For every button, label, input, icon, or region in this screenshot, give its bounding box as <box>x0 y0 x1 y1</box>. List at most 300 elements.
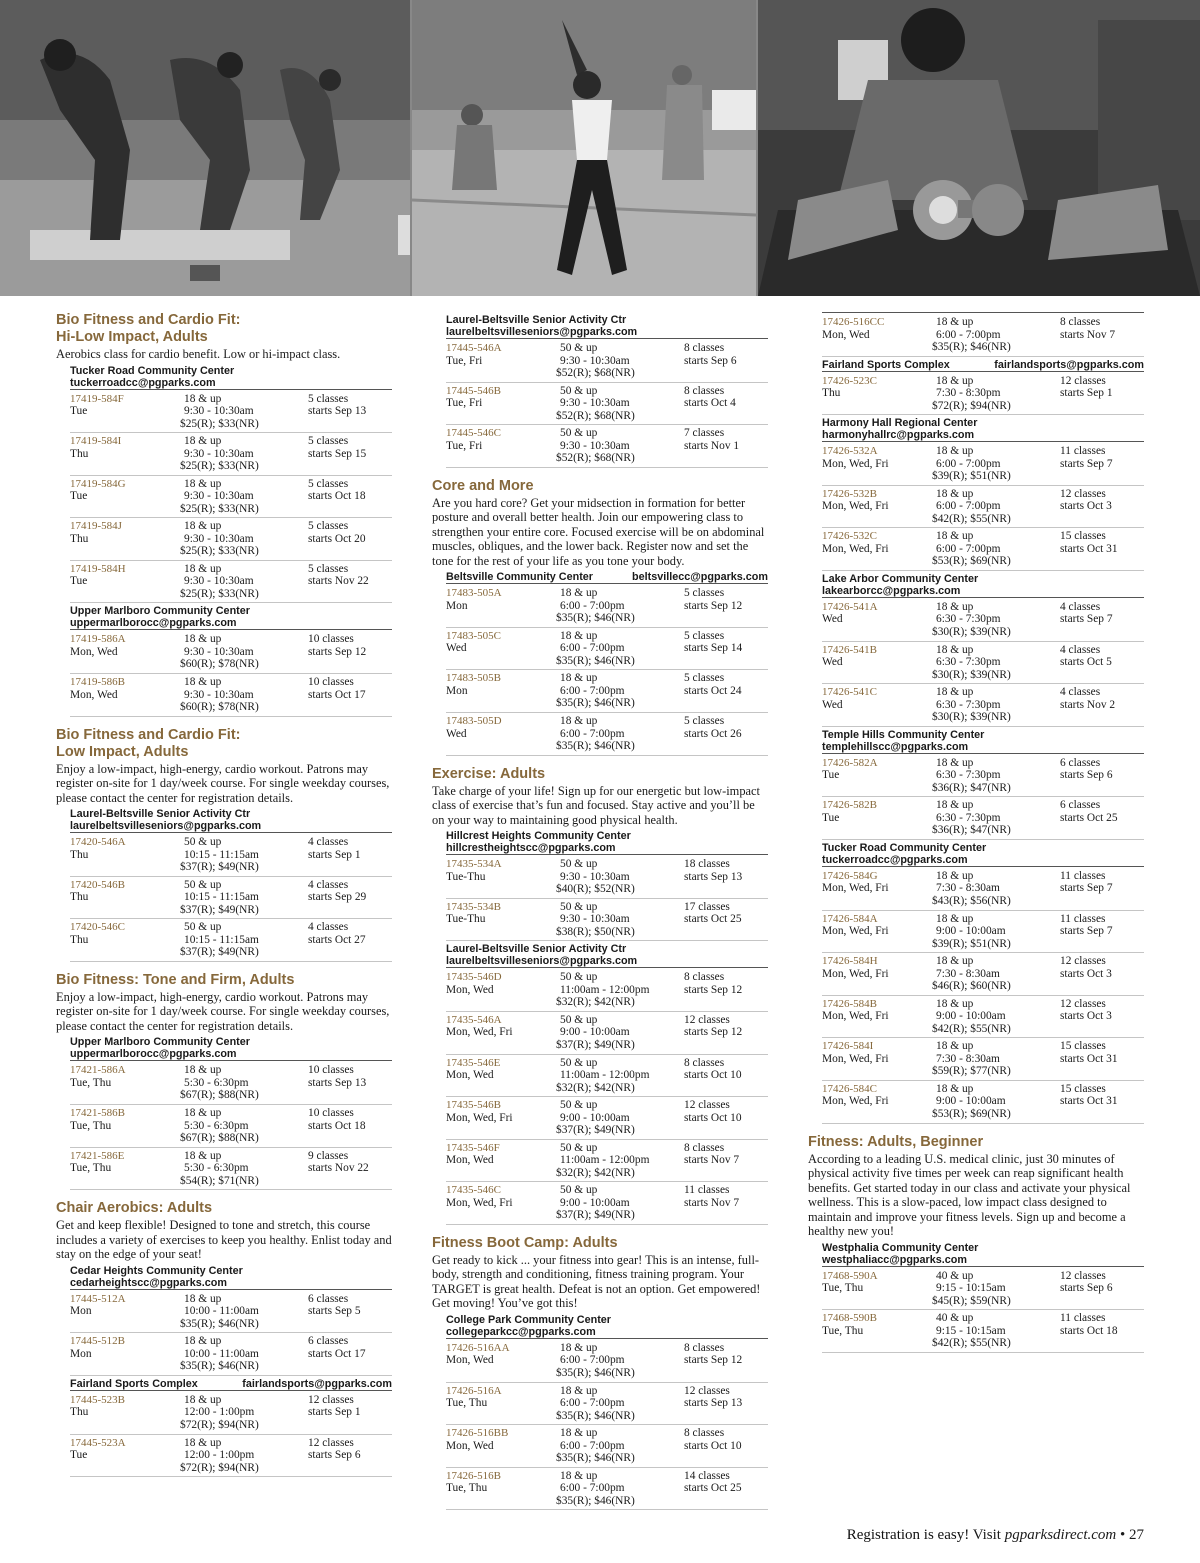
course-age: 18 & up <box>936 955 974 968</box>
course-days: Thu <box>822 387 841 400</box>
section-title: Core and More <box>432 477 534 494</box>
course-count: 12 classes <box>684 1099 730 1112</box>
center-email[interactable]: uppermarlborocc@pgparks.com <box>70 1048 237 1061</box>
course-age: 18 & up <box>184 633 222 646</box>
course-age: 18 & up <box>184 1436 222 1449</box>
course-count: 5 classes <box>308 435 349 448</box>
course-count: 6 classes <box>308 1292 349 1305</box>
course-row <box>70 518 392 561</box>
course-time: 9:30 - 10:30am <box>560 439 630 452</box>
course-code[interactable]: 17426-516B <box>446 1469 501 1482</box>
center-divider <box>446 583 768 584</box>
course-count: 5 classes <box>684 715 725 728</box>
course-code[interactable]: 17426-584B <box>822 997 877 1010</box>
course-code[interactable]: 17483-505B <box>446 672 501 685</box>
section-title: Bio Fitness and Cardio Fit: <box>56 312 241 328</box>
class-section <box>432 314 768 468</box>
course-count: 4 classes <box>308 836 349 849</box>
course-fee: $52(R); $68(NR) <box>556 452 635 465</box>
course-count: 15 classes <box>1060 530 1106 543</box>
course-start: starts Sep 13 <box>308 405 367 417</box>
course-time: 6:00 - 7:00pm <box>936 328 1001 341</box>
course-days: Tue, Thu <box>70 1076 112 1089</box>
course-time: 9:30 - 10:30am <box>560 354 630 367</box>
course-row <box>70 391 392 434</box>
course-code[interactable]: 17426-584G <box>822 869 878 882</box>
course-code[interactable]: 17468-590B <box>822 1312 877 1325</box>
course-fee: $45(R); $59(NR) <box>932 1294 1011 1307</box>
course-code[interactable]: 17426-582A <box>822 756 878 769</box>
course-days: Mon, Wed, Fri <box>822 882 889 895</box>
course-time: 10:00 - 11:00am <box>184 1347 259 1360</box>
course-age: 18 & up <box>560 1384 598 1397</box>
course-row <box>70 674 392 717</box>
course-count: 9 classes <box>308 1149 349 1162</box>
course-count: 4 classes <box>1060 686 1101 699</box>
course-row <box>822 599 1144 642</box>
center-email[interactable]: laurelbeltsvilleseniors@pgparks.com <box>446 326 638 338</box>
course-code[interactable]: 17435-534B <box>446 900 501 913</box>
course-code[interactable]: 17419-584H <box>70 562 126 575</box>
course-start: starts Sep 6 <box>1060 1282 1113 1294</box>
course-count: 12 classes <box>1060 374 1106 387</box>
course-code[interactable]: 17426-541C <box>822 686 877 699</box>
class-section <box>808 312 1144 1124</box>
course-fee: $53(R); $69(NR) <box>932 1107 1011 1120</box>
course-days: Tue <box>70 575 88 588</box>
course-code[interactable]: 17445-546A <box>446 342 502 354</box>
center-header <box>822 842 1144 866</box>
course-row <box>446 1383 768 1426</box>
course-time: 6:00 - 7:00pm <box>560 684 625 697</box>
course-code[interactable]: 17426-541A <box>822 600 878 613</box>
center-email[interactable]: westphaliacc@pgparks.com <box>822 1253 967 1266</box>
course-age: 50 & up <box>560 1013 598 1026</box>
course-age: 18 & up <box>560 715 598 728</box>
course-start: starts Sep 7 <box>1060 613 1113 626</box>
course-start: starts Sep 12 <box>684 1354 743 1367</box>
course-code[interactable]: 17435-534A <box>446 858 502 871</box>
course-time: 6:00 - 7:00pm <box>560 1482 625 1495</box>
course-row <box>70 1333 392 1376</box>
center-email[interactable]: lakearborcc@pgparks.com <box>822 584 961 597</box>
course-code[interactable]: 17483-505A <box>446 587 502 600</box>
center-header <box>446 571 768 583</box>
course-fee: $35(R); $46(NR) <box>556 1452 635 1465</box>
course-count: 15 classes <box>1060 1082 1106 1095</box>
course-start: starts Sep 12 <box>684 1026 743 1039</box>
course-days: Tue, Fri <box>446 354 483 367</box>
course-row <box>446 1055 768 1098</box>
course-count: 8 classes <box>684 971 725 984</box>
center-email[interactable]: cedarheightscc@pgparks.com <box>70 1276 227 1289</box>
course-code[interactable]: 17426-532A <box>822 445 878 458</box>
course-start: starts Sep 15 <box>308 447 367 460</box>
course-code[interactable]: 17420-546C <box>70 921 125 934</box>
course-fee: $39(R); $51(NR) <box>932 470 1011 483</box>
center-divider <box>70 1060 392 1061</box>
course-code[interactable]: 17426-584C <box>822 1082 877 1095</box>
course-age: 18 & up <box>936 799 974 812</box>
course-code[interactable]: 17426-516CC <box>822 316 885 328</box>
course-fee: $53(R); $69(NR) <box>932 555 1011 568</box>
course-code[interactable]: 17445-546B <box>446 384 501 397</box>
course-time: 6:00 - 7:00pm <box>936 457 1001 470</box>
course-age: 50 & up <box>560 971 598 984</box>
course-code[interactable]: 17426-584H <box>822 955 878 968</box>
course-start: starts Oct 17 <box>308 688 366 701</box>
course-count: 11 classes <box>1060 445 1106 458</box>
course-age: 18 & up <box>184 1335 222 1348</box>
course-row <box>70 834 392 877</box>
course-code[interactable]: 17483-505C <box>446 629 501 642</box>
course-age: 50 & up <box>560 858 598 871</box>
course-code[interactable]: 17426-532C <box>822 530 877 543</box>
course-row <box>822 911 1144 954</box>
course-fee: $32(R); $42(NR) <box>556 1081 635 1094</box>
course-code[interactable]: 17426-532B <box>822 487 877 500</box>
course-start: starts Oct 17 <box>308 1347 366 1360</box>
course-code[interactable]: 17435-546C <box>446 1184 501 1197</box>
course-code[interactable]: 17419-586B <box>70 676 125 689</box>
center-header <box>822 417 1144 441</box>
course-start: starts Oct 27 <box>308 933 366 946</box>
course-days: Mon, Wed <box>446 1439 494 1452</box>
course-row <box>70 433 392 476</box>
course-time: 6:00 - 7:00pm <box>936 500 1001 513</box>
course-code[interactable]: 17483-505D <box>446 715 502 728</box>
center-email[interactable]: templehillscc@pgparks.com <box>822 740 969 753</box>
course-fee: $30(R); $39(NR) <box>932 668 1011 681</box>
course-code[interactable]: 17419-584J <box>70 520 122 533</box>
course-fee: $35(R); $46(NR) <box>556 654 635 667</box>
center-name: Laurel-Beltsville Senior Activity Ctr <box>446 943 627 956</box>
course-age: 50 & up <box>560 1141 598 1154</box>
course-time: 9:15 - 10:15am <box>936 1324 1006 1337</box>
course-row <box>446 713 768 756</box>
course-code[interactable]: 17426-516A <box>446 1384 502 1397</box>
course-start: starts Nov 2 <box>1060 698 1116 711</box>
course-row <box>822 528 1144 571</box>
course-row <box>70 1062 392 1105</box>
course-count: 10 classes <box>308 1064 354 1077</box>
course-time: 6:00 - 7:00pm <box>560 642 625 655</box>
center-header <box>70 808 392 832</box>
course-code[interactable]: 17445-512A <box>70 1292 126 1305</box>
center-divider <box>822 753 1144 754</box>
course-row <box>446 1425 768 1468</box>
center-name: Westphalia Community Center <box>822 1241 979 1254</box>
website-link[interactable]: pgparksdirect.com <box>1004 1527 1117 1543</box>
course-fee: $35(R); $46(NR) <box>932 341 1011 353</box>
course-fee: $35(R); $46(NR) <box>556 697 635 710</box>
center-name: Fairland Sports Complex <box>822 358 950 371</box>
course-code[interactable]: 17445-523A <box>70 1436 126 1449</box>
course-row <box>70 1291 392 1334</box>
course-start: starts Sep 13 <box>684 870 743 883</box>
course-start: starts Nov 7 <box>1060 328 1116 341</box>
course-fee: $72(R); $94(NR) <box>180 1461 259 1474</box>
center-email[interactable]: collegeparkcc@pgparks.com <box>446 1325 596 1338</box>
course-count: 12 classes <box>1060 487 1106 500</box>
center-email[interactable]: hillcrestheightscc@pgparks.com <box>446 842 616 855</box>
course-code[interactable]: 17426-584I <box>822 1040 874 1053</box>
course-code[interactable]: 17421-586A <box>70 1064 126 1077</box>
class-section <box>56 972 392 1190</box>
course-start: starts Oct 25 <box>684 1482 742 1495</box>
center-divider <box>70 629 392 630</box>
center-divider <box>822 866 1144 867</box>
course-fee: $37(R); $49(NR) <box>180 946 259 959</box>
course-time: 6:30 - 7:30pm <box>936 656 1001 669</box>
course-fee: $35(R); $46(NR) <box>180 1317 259 1330</box>
course-time: 6:30 - 7:30pm <box>936 698 1001 711</box>
course-row <box>70 476 392 519</box>
center-header <box>70 1265 392 1289</box>
course-age: 18 & up <box>184 1292 222 1305</box>
course-count: 4 classes <box>308 878 349 891</box>
course-row <box>70 1392 392 1435</box>
course-time: 10:15 - 11:15am <box>184 848 259 861</box>
course-code[interactable]: 17445-512B <box>70 1335 125 1348</box>
course-count: 17 classes <box>684 900 730 913</box>
course-start: starts Oct 10 <box>684 1111 742 1124</box>
course-time: 5:30 - 6:30pm <box>184 1162 249 1175</box>
class-section <box>808 1134 1144 1353</box>
center-email[interactable]: tuckerroadcc@pgparks.com <box>822 853 968 866</box>
course-row <box>822 314 1144 357</box>
course-age: 50 & up <box>184 921 222 934</box>
course-time: 10:15 - 11:15am <box>184 933 259 946</box>
course-fee: $25(R); $33(NR) <box>180 587 259 600</box>
course-code[interactable]: 17419-584I <box>70 435 122 448</box>
course-days: Mon <box>446 684 468 697</box>
course-age: 18 & up <box>184 477 222 490</box>
course-time: 9:00 - 10:00am <box>560 1111 630 1124</box>
course-count: 8 classes <box>684 342 725 354</box>
center-header <box>70 365 392 389</box>
course-row <box>822 443 1144 486</box>
course-start: starts Sep 7 <box>1060 457 1113 470</box>
course-row <box>822 1081 1144 1124</box>
course-fee: $35(R); $46(NR) <box>556 1366 635 1379</box>
course-row <box>70 561 392 604</box>
course-count: 12 classes <box>684 1384 730 1397</box>
course-count: 11 classes <box>1060 869 1106 882</box>
column-middle <box>432 312 768 1520</box>
center-email[interactable]: tuckerroadcc@pgparks.com <box>70 376 216 389</box>
section-title: Exercise: Adults <box>432 765 546 782</box>
course-count: 5 classes <box>684 629 725 642</box>
course-fee: $54(R); $71(NR) <box>180 1174 259 1187</box>
course-time: 7:30 - 8:30am <box>936 967 1000 980</box>
center-divider <box>822 1266 1144 1267</box>
course-code[interactable]: 17426-541B <box>822 643 877 656</box>
course-days: Mon, Wed <box>70 688 118 701</box>
course-code[interactable]: 17435-546F <box>446 1141 500 1154</box>
course-fee: $25(R); $33(NR) <box>180 545 259 558</box>
course-code[interactable]: 17435-546A <box>446 1013 502 1026</box>
center-email[interactable]: beltsvillecc@pgparks.com <box>632 571 768 584</box>
center-email[interactable]: fairlandsports@pgparks.com <box>994 358 1144 371</box>
course-start: starts Nov 22 <box>308 575 369 588</box>
course-days: Tue <box>822 769 840 782</box>
course-days: Tue <box>70 1449 88 1461</box>
course-time: 6:00 - 7:00pm <box>560 1397 625 1409</box>
visit-text: Visit <box>972 1527 1001 1543</box>
course-start: starts Sep 7 <box>1060 882 1113 895</box>
course-start: starts Sep 6 <box>684 354 737 367</box>
course-count: 7 classes <box>684 427 725 440</box>
course-count: 5 classes <box>308 392 349 405</box>
course-age: 18 & up <box>936 1082 974 1095</box>
course-row <box>446 1097 768 1140</box>
course-fee: $42(R); $55(NR) <box>932 1022 1011 1035</box>
course-time: 6:00 - 7:00pm <box>560 1354 625 1367</box>
course-start: starts Sep 12 <box>684 983 743 996</box>
course-row <box>446 1468 768 1511</box>
course-age: 50 & up <box>560 342 598 354</box>
course-time: 5:30 - 6:30pm <box>184 1119 249 1132</box>
course-row <box>70 919 392 962</box>
center-email[interactable]: laurelbeltsvilleseniors@pgparks.com <box>446 955 638 968</box>
course-time: 7:30 - 8:30pm <box>936 387 1001 400</box>
course-time: 6:00 - 7:00pm <box>560 599 625 612</box>
center-header <box>70 605 392 629</box>
course-start: starts Sep 12 <box>308 645 367 658</box>
course-count: 12 classes <box>1060 955 1106 968</box>
section-description: Enjoy a low-impact, high-energy, cardio workout. Patrons may register on-site for 1 day/week course. For single weekday courses, please contact the center for registration details. <box>56 989 390 1033</box>
course-days: Mon, Wed, Fri <box>822 967 889 980</box>
course-days: Mon, Wed, Fri <box>822 925 889 938</box>
course-code[interactable]: 17426-584A <box>822 912 878 925</box>
course-count: 12 classes <box>308 1436 354 1449</box>
center-email[interactable]: fairlandsports@pgparks.com <box>242 1377 392 1390</box>
course-code[interactable]: 17426-523C <box>822 374 877 387</box>
footer-bullet: • <box>1119 1527 1126 1543</box>
center-divider <box>70 832 392 833</box>
course-fee: $37(R); $49(NR) <box>180 903 259 916</box>
center-header <box>446 830 768 854</box>
course-code[interactable]: 17426-582B <box>822 799 877 812</box>
course-fee: $42(R); $55(NR) <box>932 1337 1011 1350</box>
course-fee: $36(R); $47(NR) <box>932 824 1011 837</box>
course-code[interactable]: 17435-546E <box>446 1056 501 1069</box>
course-days: Tue-Thu <box>446 913 486 926</box>
class-section <box>432 766 768 1225</box>
section-title: Fitness: Adults, Beginner <box>808 1133 984 1150</box>
course-days: Mon <box>70 1305 92 1318</box>
course-code[interactable]: 17445-523B <box>70 1393 125 1406</box>
course-code[interactable]: 17420-546B <box>70 878 125 891</box>
course-fee: $60(R); $78(NR) <box>180 658 259 671</box>
course-row <box>446 425 768 468</box>
course-fee: $37(R); $49(NR) <box>556 1209 635 1222</box>
course-start: starts Oct 3 <box>1060 1010 1112 1023</box>
course-age: 50 & up <box>560 900 598 913</box>
course-code[interactable]: 17421-586B <box>70 1107 125 1120</box>
course-count: 10 classes <box>308 633 354 646</box>
course-row <box>446 899 768 942</box>
course-time: 9:00 - 10:00am <box>936 1095 1006 1108</box>
class-section <box>56 1200 392 1477</box>
course-age: 50 & up <box>184 878 222 891</box>
course-days: Mon, Wed, Fri <box>822 1052 889 1065</box>
course-days: Mon, Wed <box>70 645 118 658</box>
course-age: 18 & up <box>184 435 222 448</box>
center-email[interactable]: harmonyhallrc@pgparks.com <box>822 429 975 442</box>
course-code[interactable]: 17419-584G <box>70 477 126 490</box>
course-start: starts Sep 12 <box>684 599 743 612</box>
course-age: 18 & up <box>560 1427 598 1440</box>
course-days: Tue, Fri <box>446 397 483 410</box>
course-fee: $32(R); $42(NR) <box>556 996 635 1009</box>
course-count: 4 classes <box>1060 600 1101 613</box>
course-days: Tue, Thu <box>446 1397 488 1409</box>
page-footer <box>847 1527 1144 1544</box>
center-name-row <box>822 359 1144 371</box>
course-code[interactable]: 17420-546A <box>70 836 126 849</box>
course-code[interactable]: 17445-546C <box>446 427 501 440</box>
course-count: 12 classes <box>308 1393 354 1406</box>
course-code[interactable]: 17435-546D <box>446 971 502 984</box>
course-code[interactable]: 17419-584F <box>70 392 124 405</box>
course-start: starts Sep 14 <box>684 642 743 655</box>
course-start: starts Oct 18 <box>308 1119 366 1132</box>
course-count: 8 classes <box>1060 316 1101 328</box>
course-age: 18 & up <box>184 520 222 533</box>
course-code[interactable]: 17426-516AA <box>446 1341 510 1354</box>
center-name: Upper Marlboro Community Center <box>70 605 250 618</box>
course-code[interactable]: 17435-546B <box>446 1099 501 1112</box>
course-count: 4 classes <box>308 921 349 934</box>
course-days: Mon, Wed <box>446 1069 494 1082</box>
course-time: 12:00 - 1:00pm <box>184 1449 255 1461</box>
course-days: Mon, Wed, Fri <box>822 500 889 513</box>
course-row <box>822 642 1144 685</box>
course-time: 9:30 - 10:30am <box>184 405 254 417</box>
course-age: 18 & up <box>936 600 974 613</box>
course-code[interactable]: 17468-590A <box>822 1269 878 1282</box>
course-time: 10:15 - 11:15am <box>184 891 259 904</box>
course-days: Tue, Thu <box>822 1324 864 1337</box>
center-email[interactable]: uppermarlborocc@pgparks.com <box>70 617 237 630</box>
course-code[interactable]: 17419-586A <box>70 633 126 646</box>
center-email[interactable]: laurelbeltsvilleseniors@pgparks.com <box>70 820 262 833</box>
course-time: 6:00 - 7:00pm <box>560 1439 625 1452</box>
course-fee: $43(R); $56(NR) <box>932 894 1011 907</box>
course-start: starts Oct 24 <box>684 684 742 697</box>
course-row <box>446 340 768 383</box>
course-age: 18 & up <box>936 686 974 699</box>
course-code[interactable]: 17426-516BB <box>446 1427 509 1440</box>
registration-text: Registration is easy! <box>846 1527 970 1543</box>
course-count: 5 classes <box>684 672 725 685</box>
course-start: starts Oct 18 <box>308 490 366 503</box>
course-row <box>446 670 768 713</box>
course-start: starts Oct 18 <box>1060 1324 1118 1337</box>
center-divider <box>446 338 768 339</box>
center-name-row <box>70 1378 392 1390</box>
center-header <box>822 359 1144 371</box>
course-row <box>822 1038 1144 1081</box>
course-days: Wed <box>822 698 843 711</box>
course-code[interactable]: 17421-586E <box>70 1149 125 1162</box>
course-start: starts Sep 13 <box>308 1076 367 1089</box>
course-time: 9:00 - 10:00am <box>560 1026 630 1039</box>
course-time: 6:00 - 7:00pm <box>560 727 625 740</box>
center-name: Tucker Road Community Center <box>70 364 235 377</box>
